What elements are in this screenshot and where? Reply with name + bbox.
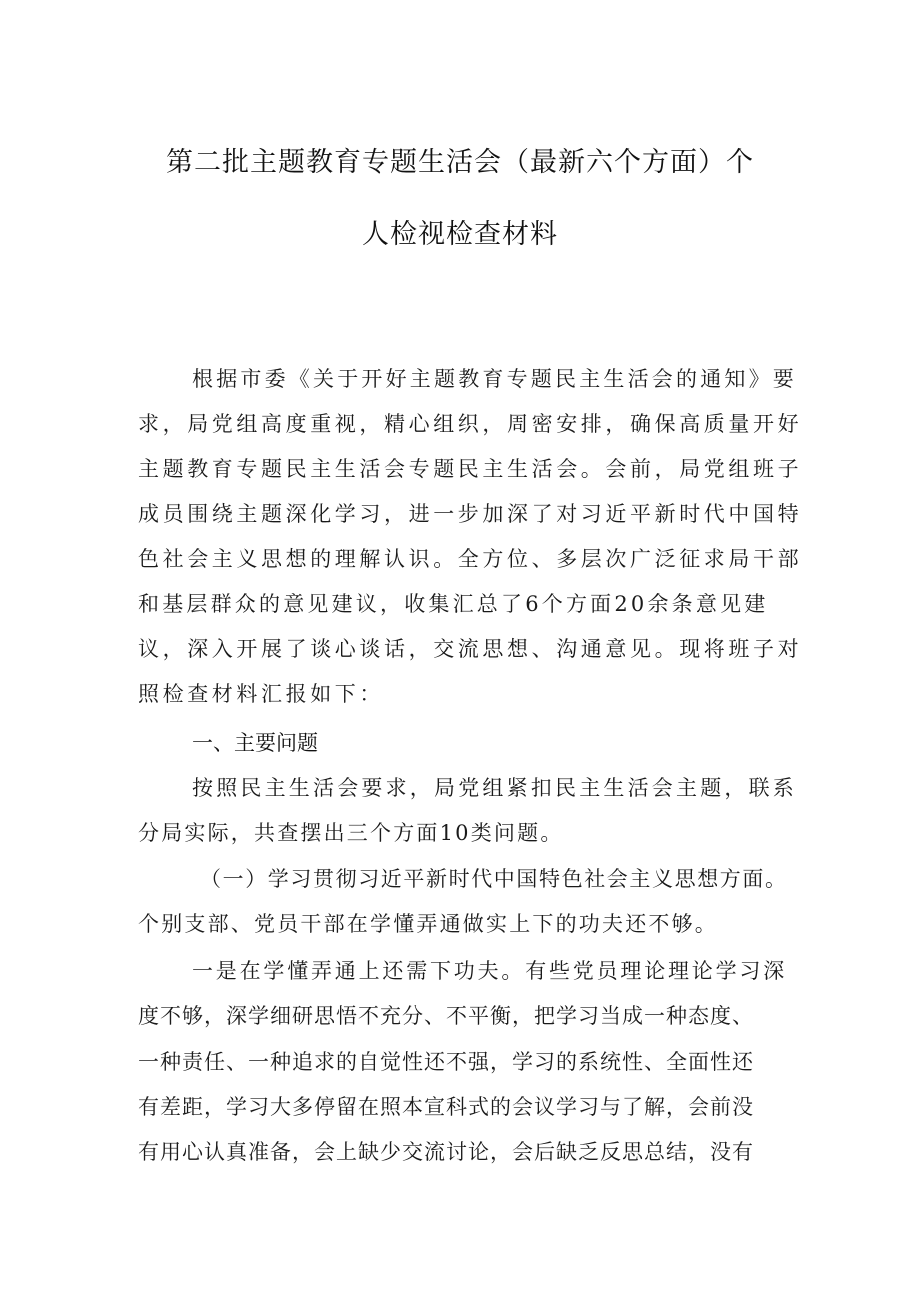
intro-line: 根据市委《关于开好主题教育专题民主生活会的通知》要 <box>192 367 797 391</box>
intro-line: 色社会主义思想的理解认识。全方位、多层次广泛征求局干部 <box>138 547 803 571</box>
intro-line: 成员围绕主题深化学习，进一步加深了对习近平新时代中国特 <box>138 502 803 526</box>
point-line: 一种责任、一种追求的自觉性还不强，学习的系统性、全面性还 <box>138 1050 754 1074</box>
document-title-line-1: 第二批主题教育专题生活会（最新六个方面）个 <box>166 147 754 178</box>
intro-line: 议，深入开展了谈心谈话，交流思想、沟通意见。现将班子对 <box>138 637 803 661</box>
section-line: 分局实际，共查摆出三个方面10类问题。 <box>138 821 564 845</box>
point-line: 有差距，学习大多停留在照本宣科式的会议学习与了解，会前没 <box>138 1095 754 1119</box>
section-line: 按照民主生活会要求，局党组紧扣民主生活会主题，联系 <box>192 776 797 800</box>
document-title-line-2: 人检视检查材料 <box>362 219 558 250</box>
point-line: 度不够，深学细研思悟不充分、不平衡，把学习当成一种态度、 <box>138 1004 754 1028</box>
point-line: 有用心认真准备，会上缺少交流讨论，会后缺乏反思总结，没有 <box>138 1140 754 1164</box>
point-line: 一是在学懂弄通上还需下功夫。有些党员理论理论学习深 <box>192 959 787 983</box>
intro-line: 照检查材料汇报如下： <box>138 682 384 706</box>
subsection-line: 个别支部、党员干部在学懂弄通做实上下的功夫还不够。 <box>138 912 718 936</box>
intro-line: 和基层群众的意见建议，收集汇总了6个方面20余条意见建 <box>138 592 769 616</box>
subsection-line: （一）学习贯彻习近平新时代中国特色社会主义思想方面。 <box>200 867 788 891</box>
intro-line: 主题教育专题民主生活会专题民主生活会。会前，局党组班子 <box>138 457 803 481</box>
section-heading: 一、主要问题 <box>192 731 318 755</box>
intro-line: 求，局党组高度重视，精心组织，周密安排，确保高质量开好 <box>138 412 803 436</box>
